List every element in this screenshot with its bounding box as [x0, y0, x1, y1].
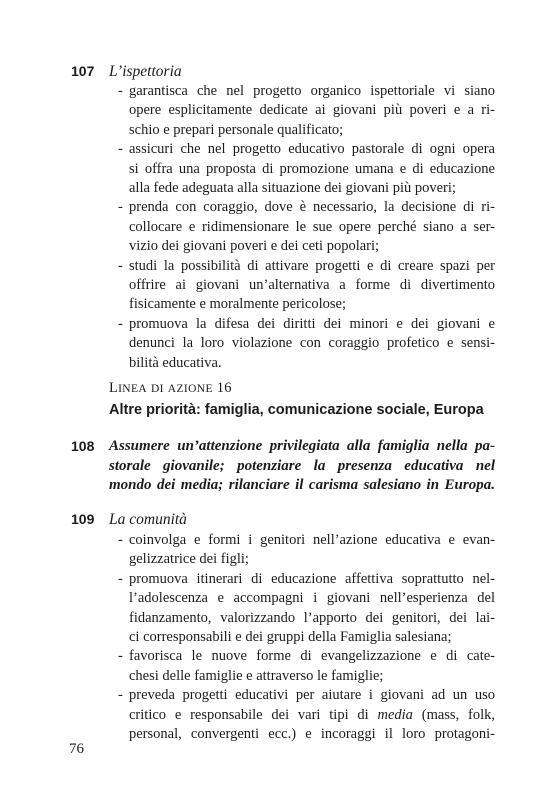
section-number-109: 109 [71, 511, 95, 527]
bullet-dash: - [118, 570, 123, 587]
action-line-word: DI [150, 383, 164, 395]
text-line: alla fede adeguata alla situazione dei giovani più poveri; [129, 180, 456, 197]
text-line: si offra una proposta di promozione umana e di educazione [129, 160, 495, 177]
section-number-107: 107 [71, 63, 95, 79]
section-108-statement [109, 437, 495, 496]
text-line: studi la possibilità di attivare progetti e di creare spazi per [129, 257, 495, 274]
text-line: promuova itinerari di educazione affettiva soprattutto nel- [129, 570, 495, 587]
text-line [129, 706, 495, 725]
text-line: mondo dei media; rilanciare il carisma salesiano in Europa. [109, 477, 495, 493]
list-item [118, 686, 495, 744]
section-number-108: 108 [71, 438, 95, 454]
bullet-dash: - [118, 141, 123, 158]
text-line: assicuri che nel progetto educativo pastorale di ogni opera [129, 141, 495, 158]
bullet-dash: - [118, 315, 123, 332]
section-title-107: L’ispettoria [109, 63, 182, 80]
text-line: fisicamente e moralmente pericolose; [129, 296, 347, 313]
text-line: Assumere un’attenzione privilegiata alla famiglia nella pa- [109, 438, 495, 454]
text-line: l’adolescenza e accompagni i giovani nell’esperienza del [129, 590, 495, 607]
text-line: coinvolga e formi i genitori nell’azione educativa e evan- [129, 532, 495, 548]
list-item [118, 315, 495, 373]
section-109-list [118, 531, 495, 744]
text-line: fidanzamento, valorizzando l’apporto dei genitori, dei lai- [129, 609, 495, 626]
text-line: bilità educativa. [129, 354, 222, 371]
action-line-number: 16 [216, 380, 232, 396]
action-line-initial: L [109, 380, 119, 396]
action-line-word: AZIONE [167, 383, 213, 395]
text-fragment: critico e responsabile dei vari tipi di [129, 706, 378, 723]
list-item [118, 257, 495, 315]
bullet-dash: - [118, 83, 123, 99]
list-item [118, 198, 495, 256]
text-line: ci corresponsabili e dei gruppi della Famiglia salesiana; [129, 629, 452, 646]
list-item [118, 531, 495, 570]
list-item [118, 647, 495, 686]
list-item [118, 82, 495, 140]
text-line: opere esplicitamente dedicate ai giovani più poveri e a ri- [129, 102, 495, 119]
text-line: schio e prepari personale qualificato; [129, 121, 344, 138]
text-line: favorisca le nuove forme di evangelizzazione e di cate- [129, 648, 495, 665]
text-line: garantisca che nel progetto organico ispettoriale vi siano [129, 83, 495, 99]
text-line: promuova la difesa dei diritti dei minori e dei giovani e [129, 315, 495, 332]
action-line-word: INEA [118, 383, 148, 395]
bullet-dash: - [118, 199, 123, 216]
bullet-dash: - [118, 257, 123, 274]
bullet-dash: - [118, 687, 123, 704]
list-item [118, 570, 495, 648]
text-line: personal, convergenti ecc.) e incoraggi il loro protagoni- [129, 726, 495, 743]
text-line: gelizzatrice dei figli; [129, 551, 249, 568]
text-line: chesi delle famiglie e attraverso le famiglie; [129, 667, 384, 684]
section-title-109: La comunità [109, 511, 187, 528]
text-line: offrire ai giovani un’alternativa a forme di divertimento [129, 277, 495, 294]
page-number: 76 [69, 741, 84, 757]
text-line: vizio dei giovani poveri e dei ceti popolari; [129, 238, 380, 255]
action-line-heading: Altre priorità: famiglia, comunicazione sociale, Europa [109, 402, 484, 418]
bullet-dash: - [118, 532, 123, 548]
list-item [118, 140, 495, 198]
section-107-list [118, 82, 495, 373]
bullet-dash: - [118, 648, 123, 665]
text-line: collocare e ridimensionare le sue opere perché siano a ser- [129, 218, 495, 235]
text-line: denunci la loro violazione con coraggio profetico e sensi- [129, 335, 495, 352]
action-line-label [109, 379, 232, 399]
text-line: prenda con coraggio, dove è necessario, la decisione di ri- [129, 199, 495, 216]
text-line: storale giovanile; potenziare la presenza educativa nel [109, 457, 495, 474]
text-fragment: (mass, folk, [412, 706, 495, 723]
text-line: preveda progetti educativi per aiutare i giovani ad un uso [129, 687, 495, 704]
text-fragment-italic: media [377, 706, 413, 723]
